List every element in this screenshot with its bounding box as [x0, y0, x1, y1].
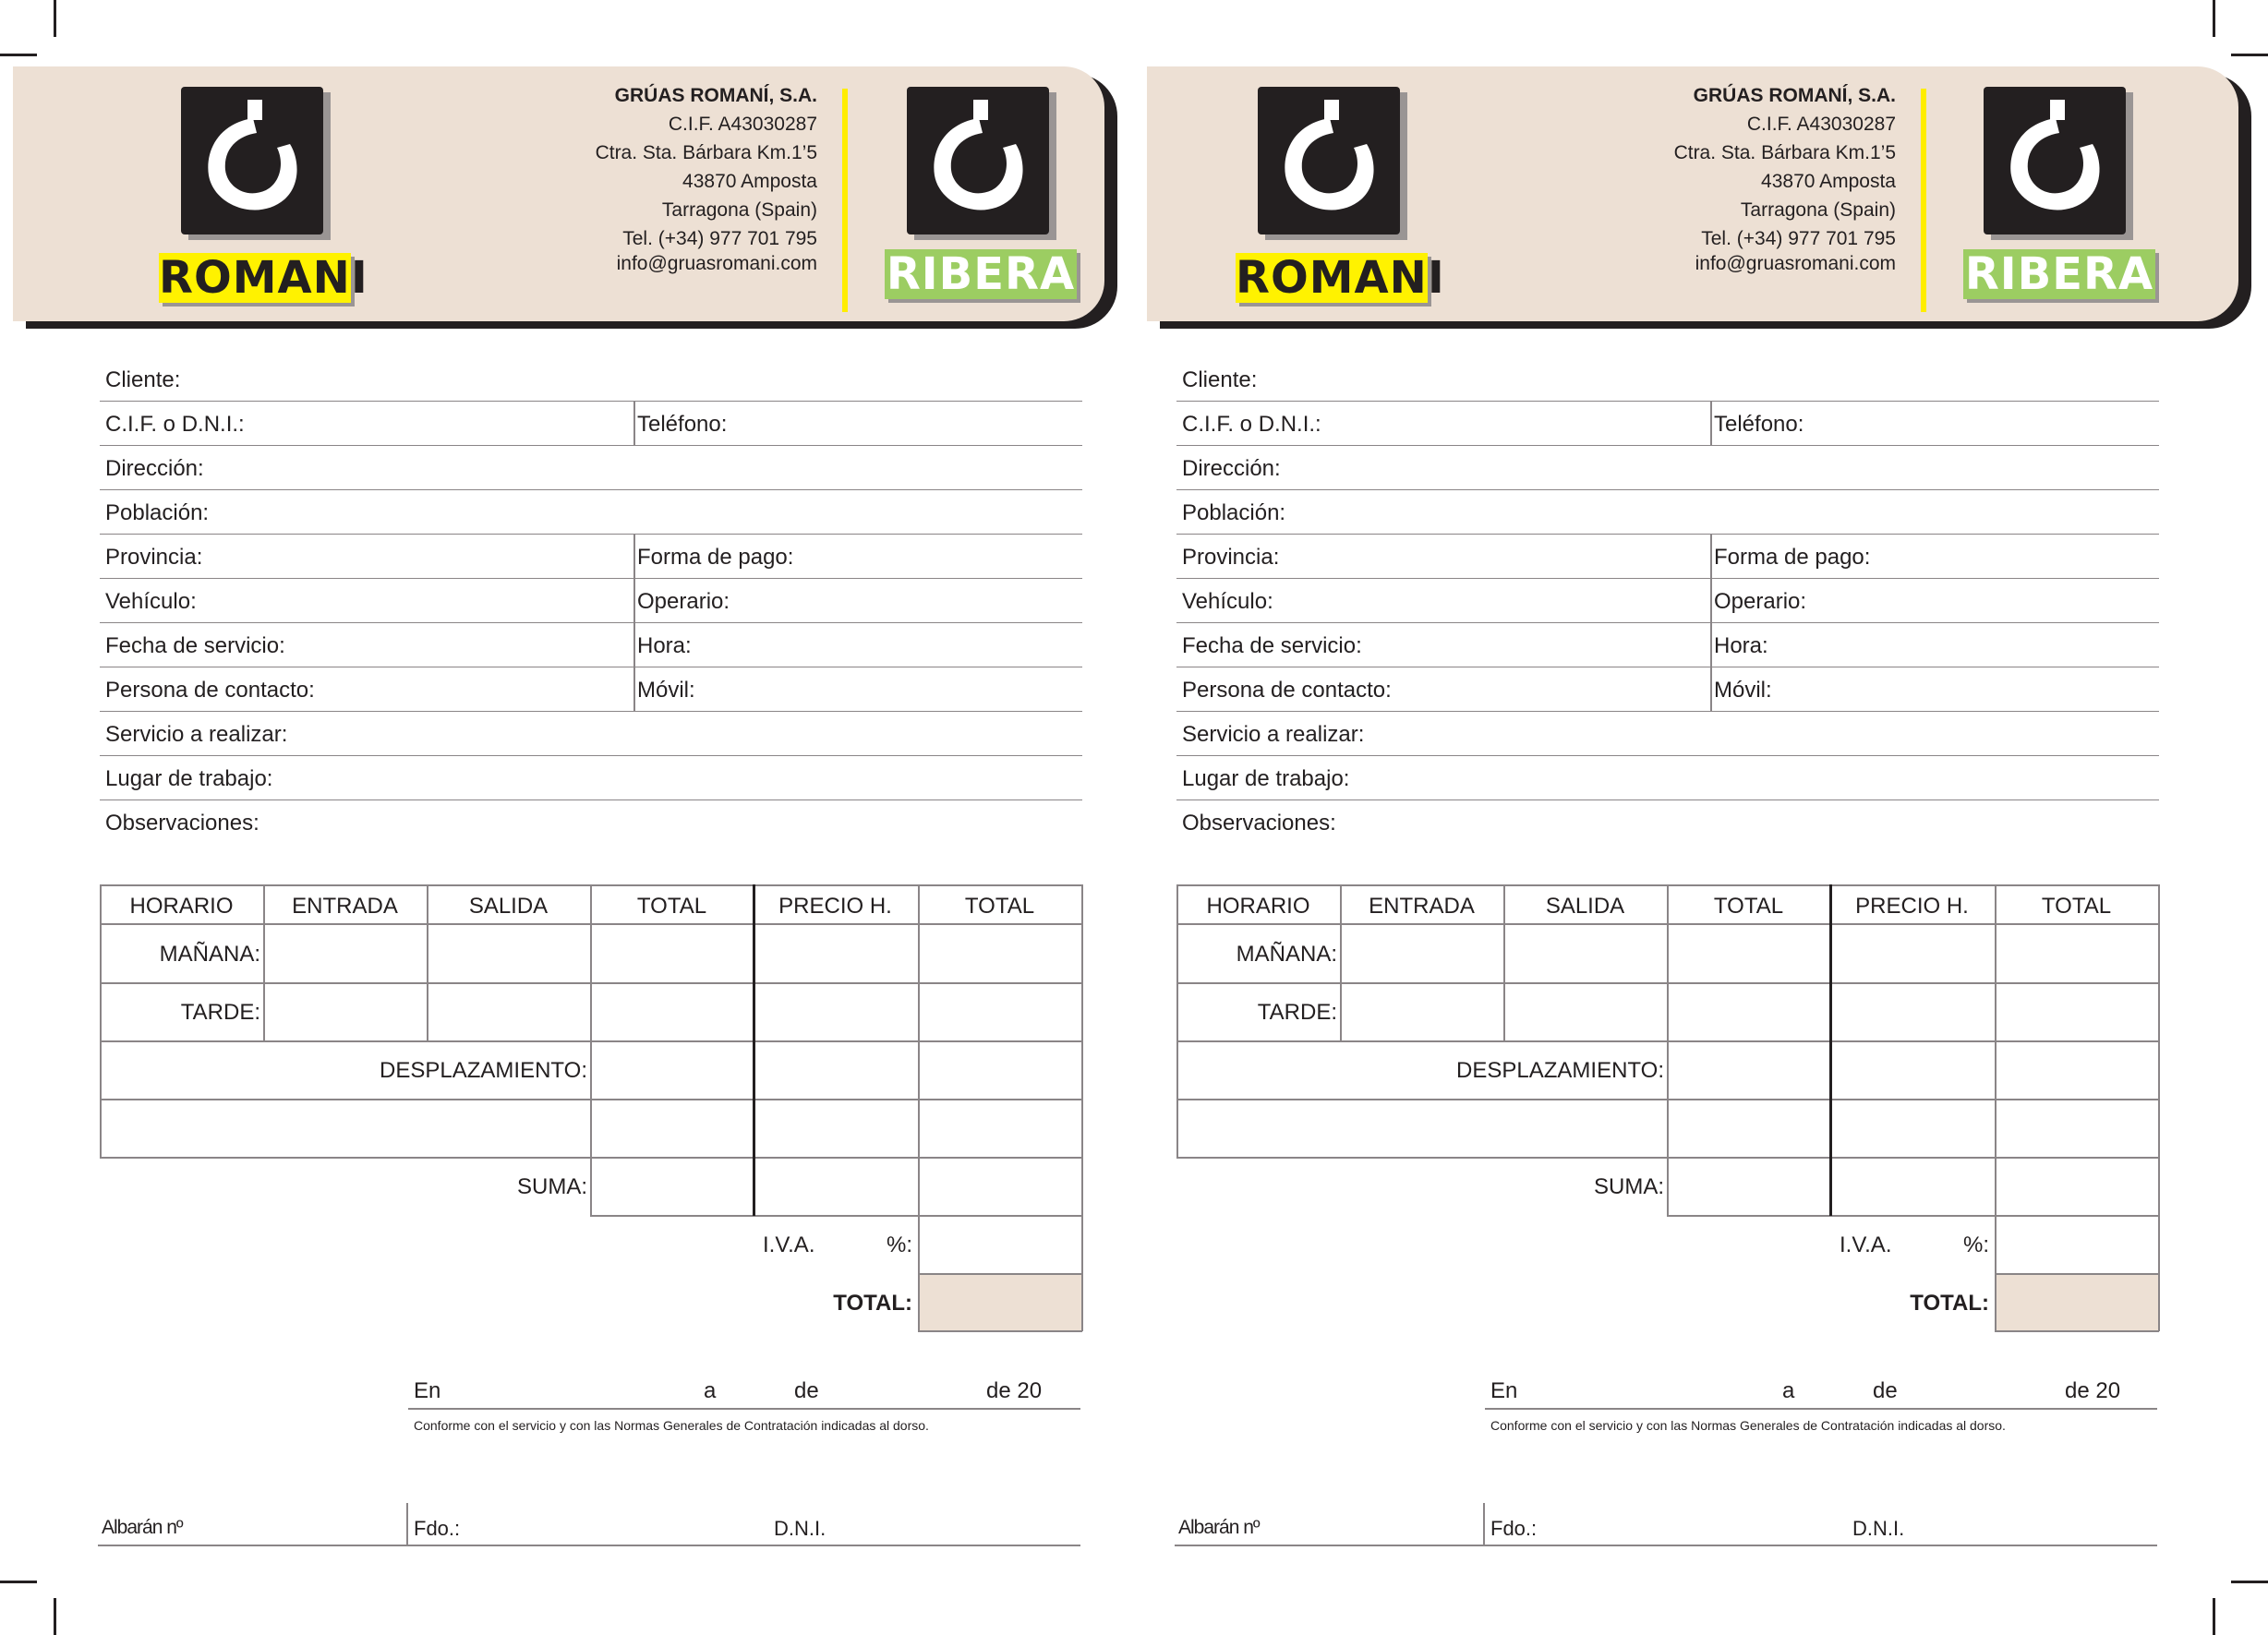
label-suma: SUMA: [1593, 1174, 1664, 1199]
label-provincia: Provincia: [1182, 545, 1280, 570]
label-provincia: Provincia: [105, 545, 203, 570]
date-line [408, 1408, 1080, 1410]
company-phone: Tel. (+34) 977 701 795 [1701, 228, 1896, 249]
dni-label: D.N.I. [774, 1517, 826, 1540]
label-cliente: Cliente: [1182, 367, 1258, 392]
label-observaciones: Observaciones: [105, 811, 259, 836]
dni-label: D.N.I. [1852, 1517, 1905, 1540]
hook-logo-icon [1258, 87, 1400, 234]
date-en: En [414, 1378, 441, 1403]
row-contacto [1176, 667, 2159, 712]
row-divider [633, 622, 635, 667]
table-line [590, 1215, 1082, 1217]
row-divider [633, 534, 635, 578]
signature-divider [406, 1503, 408, 1545]
label-servicio: Servicio a realizar: [105, 722, 288, 747]
header-total-2: TOTAL [964, 894, 1035, 919]
label-poblacion: Población: [105, 500, 210, 525]
signature-line [98, 1545, 1080, 1546]
label-cliente: Cliente: [105, 367, 181, 392]
row-divider [633, 667, 635, 711]
albaran-label: Albarán nº [102, 1517, 183, 1538]
table-line [1995, 1273, 2159, 1275]
row-cliente [1176, 356, 2159, 402]
company-phone: Tel. (+34) 977 701 795 [622, 228, 817, 249]
ribera-badge: RIBERA [1964, 248, 2154, 300]
label-contacto: Persona de contacto: [105, 678, 315, 703]
hook-logo-icon [907, 87, 1049, 234]
row-fecha [100, 622, 1082, 667]
hook-logo-icon [181, 87, 323, 234]
row-cliente [100, 356, 1082, 402]
label-total: TOTAL: [1910, 1291, 1989, 1316]
romani-badge: ROMANI [159, 252, 368, 304]
company-region: Tarragona (Spain) [1740, 199, 1896, 221]
label-fecha: Fecha de servicio: [1182, 633, 1362, 658]
table-line [1176, 884, 1178, 1158]
total-fill [918, 1273, 1082, 1331]
company-email: info@gruasromani.com [1695, 253, 1896, 274]
signature-divider [1483, 1503, 1485, 1545]
row-divider [1710, 578, 1712, 622]
row-observaciones [1176, 799, 2159, 844]
table-line [2158, 884, 2160, 1331]
label-lugar: Lugar de trabajo: [105, 766, 273, 791]
row-servicio [1176, 711, 2159, 756]
row-vehiculo [1176, 578, 2159, 623]
total-fill [1995, 1273, 2159, 1331]
row-fecha [1176, 622, 2159, 667]
row-divider [1710, 401, 1712, 445]
date-de20: de 20 [2065, 1378, 2121, 1403]
fdo-label: Fdo.: [414, 1517, 461, 1540]
row-cif [1176, 401, 2159, 446]
row-lugar [100, 755, 1082, 800]
company-postal: 43870 Amposta [682, 171, 817, 192]
label-cif: C.I.F. o D.N.I.: [1182, 412, 1321, 437]
row-direccion [100, 445, 1082, 490]
company-postal: 43870 Amposta [1761, 171, 1896, 192]
row-direccion [1176, 445, 2159, 490]
row-contacto [100, 667, 1082, 712]
date-line [1485, 1408, 2157, 1410]
label-telefono: Teléfono: [637, 412, 728, 437]
label-direccion: Dirección: [1182, 456, 1281, 481]
header-horario: HORARIO [1206, 894, 1310, 919]
header-salida: SALIDA [468, 894, 549, 919]
label-vehiculo: Vehículo: [105, 589, 197, 614]
header-total: TOTAL [1713, 894, 1784, 919]
company-info [1596, 81, 1896, 275]
row-lugar [1176, 755, 2159, 800]
row-poblacion [1176, 489, 2159, 535]
row-observaciones [100, 799, 1082, 844]
ribera-badge: RIBERA [886, 248, 1076, 300]
header-precio: PRECIO H. [778, 894, 892, 919]
header-total-2: TOTAL [2041, 894, 2112, 919]
row-divider [1710, 534, 1712, 578]
company-address: Ctra. Sta. Bárbara Km.1’5 [595, 142, 817, 163]
label-manana: MAÑANA: [159, 942, 260, 967]
table-line [918, 884, 920, 1331]
delivery-note-right [1134, 0, 2268, 1635]
label-servicio: Servicio a realizar: [1182, 722, 1365, 747]
label-manana: MAÑANA: [1236, 942, 1337, 967]
label-movil: Móvil: [637, 678, 695, 703]
label-desplazamiento: DESPLAZAMIENTO: [380, 1058, 587, 1083]
label-fecha: Fecha de servicio: [105, 633, 285, 658]
label-operario: Operario: [1714, 589, 1807, 614]
table-line [1667, 1215, 2159, 1217]
label-contacto: Persona de contacto: [1182, 678, 1392, 703]
table-line-bold [753, 884, 755, 1216]
label-cif: C.I.F. o D.N.I.: [105, 412, 245, 437]
label-tarde: TARDE: [1257, 1000, 1337, 1025]
fdo-label: Fdo.: [1490, 1517, 1538, 1540]
header-horario: HORARIO [129, 894, 234, 919]
yellow-divider [1921, 89, 1926, 312]
company-region: Tarragona (Spain) [661, 199, 817, 221]
header-entrada: ENTRADA [292, 894, 398, 919]
table-line [1995, 1330, 2159, 1332]
company-address: Ctra. Sta. Bárbara Km.1’5 [1673, 142, 1896, 163]
hook-logo-icon [1984, 87, 2126, 234]
company-name: GRÚAS ROMANÍ, S.A. [1693, 85, 1896, 106]
table-line-bold [1829, 884, 1832, 1216]
table-line [1995, 884, 1997, 1331]
yellow-divider [842, 89, 848, 312]
table-line [1081, 884, 1083, 1331]
date-a: a [1782, 1378, 1795, 1403]
header-total: TOTAL [636, 894, 707, 919]
row-provincia [100, 534, 1082, 579]
date-de: de [1873, 1378, 1898, 1403]
label-vehiculo: Vehículo: [1182, 589, 1273, 614]
row-vehiculo [100, 578, 1082, 623]
conforme-text: Conforme con el servicio y con las Normas Generales de Contratación indicadas al dorso. [414, 1418, 929, 1433]
table-line [918, 1273, 1082, 1275]
company-email: info@gruasromani.com [616, 253, 817, 274]
label-forma-pago: Forma de pago: [637, 545, 794, 570]
hours-table [100, 884, 1082, 1331]
label-hora: Hora: [637, 633, 692, 658]
row-servicio [100, 711, 1082, 756]
header-salida: SALIDA [1545, 894, 1625, 919]
table-line [100, 884, 102, 1158]
header-precio: PRECIO H. [1855, 894, 1969, 919]
label-total: TOTAL: [833, 1291, 912, 1316]
albaran-label: Albarán nº [1178, 1517, 1260, 1538]
row-divider [633, 578, 635, 622]
date-a: a [704, 1378, 717, 1403]
label-iva: I.V.A. [763, 1232, 815, 1257]
row-divider [1710, 622, 1712, 667]
label-poblacion: Población: [1182, 500, 1286, 525]
row-divider [633, 401, 635, 445]
signature-line [1175, 1545, 2157, 1546]
company-cif: C.I.F. A43030287 [668, 114, 817, 135]
company-cif: C.I.F. A43030287 [1746, 114, 1896, 135]
table-line [590, 884, 592, 1216]
label-hora: Hora: [1714, 633, 1768, 658]
label-suma: SUMA: [516, 1174, 587, 1199]
label-movil: Móvil: [1714, 678, 1772, 703]
label-desplazamiento: DESPLAZAMIENTO: [1456, 1058, 1664, 1083]
label-forma-pago: Forma de pago: [1714, 545, 1871, 570]
label-pct: %: [1962, 1232, 1989, 1257]
date-de20: de 20 [986, 1378, 1043, 1403]
company-info [517, 81, 817, 275]
row-divider [1710, 667, 1712, 711]
table-line [1667, 884, 1669, 1216]
header-entrada: ENTRADA [1369, 894, 1475, 919]
row-provincia [1176, 534, 2159, 579]
label-lugar: Lugar de trabajo: [1182, 766, 1350, 791]
conforme-text: Conforme con el servicio y con las Normas Generales de Contratación indicadas al dorso. [1490, 1418, 2006, 1433]
label-observaciones: Observaciones: [1182, 811, 1336, 836]
table-line [918, 1330, 1082, 1332]
label-iva: I.V.A. [1840, 1232, 1892, 1257]
label-direccion: Dirección: [105, 456, 204, 481]
label-telefono: Teléfono: [1714, 412, 1804, 437]
date-en: En [1490, 1378, 1518, 1403]
date-de: de [794, 1378, 819, 1403]
row-cif [100, 401, 1082, 446]
hours-table [1176, 884, 2159, 1331]
label-pct: %: [886, 1232, 912, 1257]
row-poblacion [100, 489, 1082, 535]
label-operario: Operario: [637, 589, 730, 614]
label-tarde: TARDE: [180, 1000, 260, 1025]
company-name: GRÚAS ROMANÍ, S.A. [614, 85, 817, 106]
romani-badge: ROMANI [1236, 252, 1445, 304]
